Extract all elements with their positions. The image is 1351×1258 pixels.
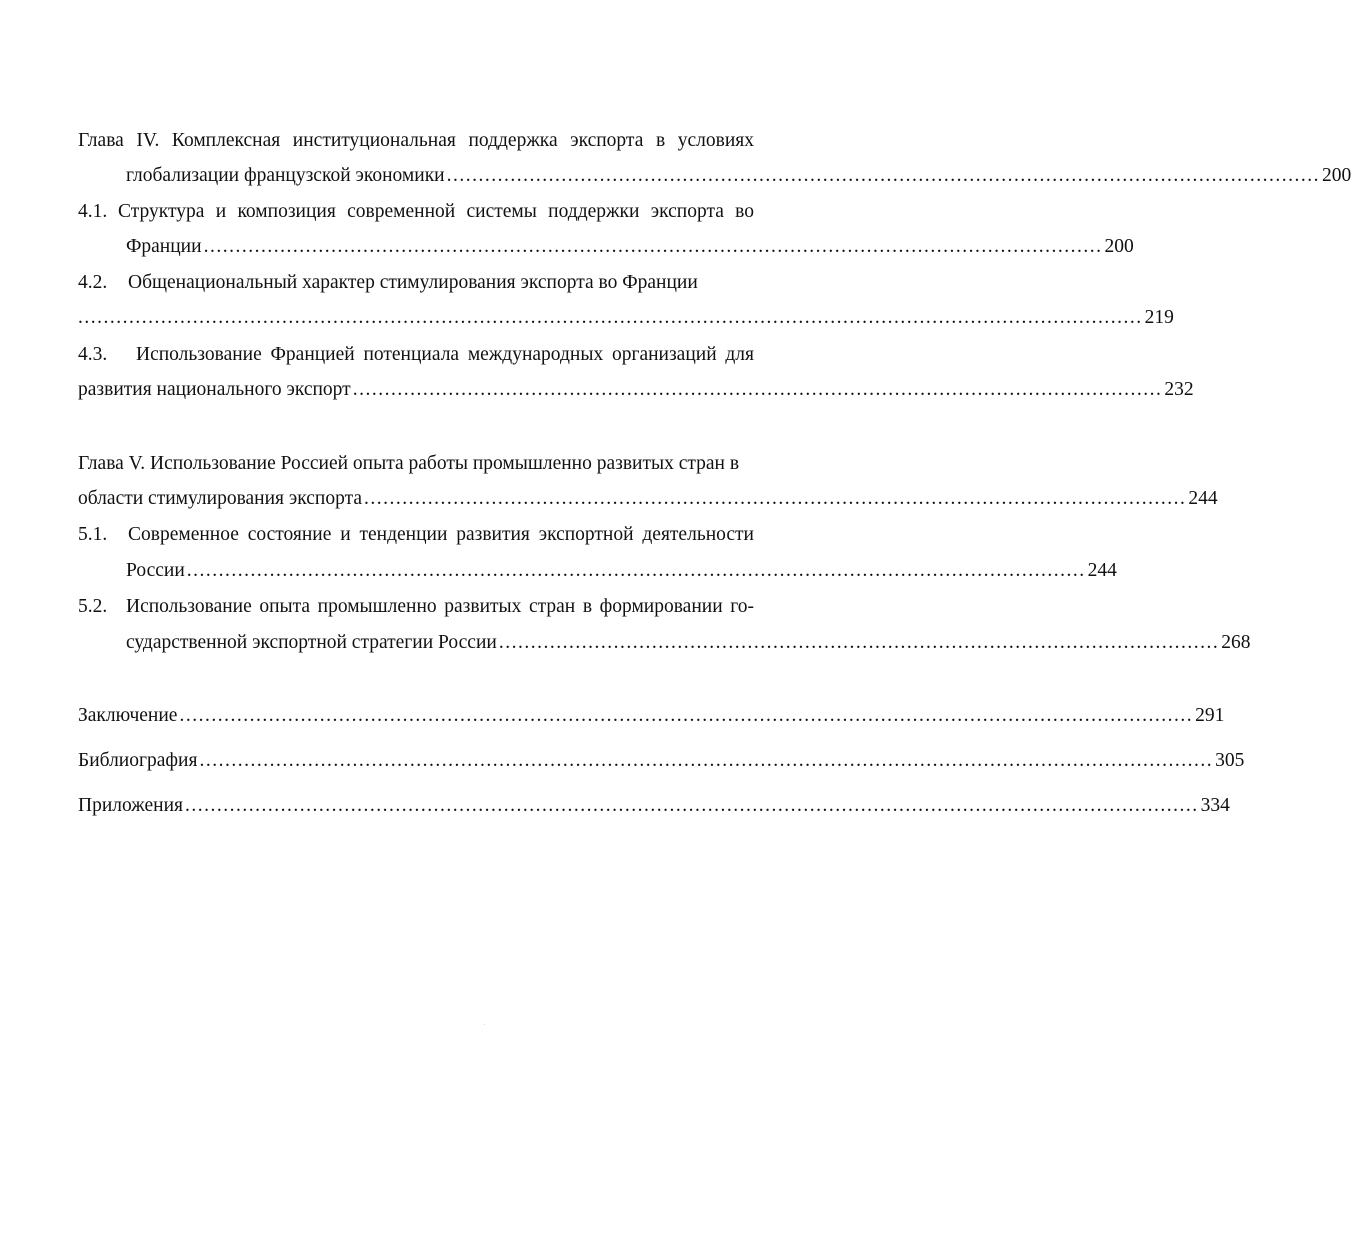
toc-entry-text: Использование Францией потенциала международных организаций для	[136, 344, 754, 365]
toc-entry-5-1-line1	[78, 521, 754, 549]
toc-entry-text: Франции	[126, 236, 202, 257]
dot-leader: .............................................................................................................................................	[186, 560, 1086, 581]
toc-entry-4-3-line1	[78, 341, 754, 369]
toc-entry-4-2-line1	[78, 269, 754, 297]
toc-entry-appendices[interactable]	[78, 792, 1230, 820]
toc-entry-text: сударственной экспортной стратегии России	[126, 632, 497, 653]
section-number: 5.1.	[78, 524, 108, 545]
toc-entry-text: Структура и композиция современной системы поддержки экспорта во	[118, 201, 754, 222]
toc-entry-text: Общенациональный характер стимулирования экспорта во Франции	[128, 272, 698, 293]
page-number: 305	[1215, 750, 1245, 771]
page-number: 232	[1164, 379, 1194, 400]
toc-entry-text: Приложения	[78, 795, 183, 816]
dot-leader: ...............................................................................................................................................................	[184, 795, 1199, 816]
page-number: 291	[1195, 705, 1225, 726]
toc-entry-5-1[interactable]	[126, 557, 1117, 585]
toc-entry-chapter-5-line1: Глава V. Использование Россией опыта работы промышленно развитых стран в	[78, 453, 740, 474]
toc-entry-text: области стимулирования экспорта	[78, 488, 362, 509]
section-number: 5.2.	[78, 596, 108, 617]
page-number: 200	[1104, 236, 1134, 257]
page-number: 244	[1087, 560, 1117, 581]
toc-entry-text: глобализации французской экономики	[126, 165, 445, 186]
toc-entry-4-1-line1	[78, 198, 754, 226]
page-number: 268	[1221, 632, 1251, 653]
dot-leader: ...............................................................................................................................	[352, 379, 1163, 400]
dot-leader: .................................................................................................................................	[364, 488, 1187, 509]
section-number: 4.1.	[78, 201, 108, 222]
toc-entry-5-2[interactable]	[126, 629, 1251, 657]
toc-entry-4-3[interactable]	[78, 376, 1194, 404]
page-number: 219	[1144, 307, 1174, 328]
page-number: 334	[1200, 795, 1230, 816]
dot-leader: ...............................................................................................................................................................	[199, 750, 1214, 771]
toc-entry-chapter-4-line1: Глава IV. Комплексная институциональная поддержка экспорта в условиях	[78, 130, 754, 151]
toc-entry-text: Заключение	[78, 705, 178, 726]
toc-entry-bibliography[interactable]	[78, 747, 1245, 775]
toc-entry-4-1[interactable]	[126, 233, 1134, 261]
toc-entry-text: России	[126, 560, 185, 581]
toc-entry-chapter-5[interactable]	[78, 485, 1218, 513]
toc-entry-4-2[interactable]	[78, 304, 1174, 332]
page-number: 244	[1188, 488, 1218, 509]
dot-leader: .........................................................................................................................................	[446, 165, 1320, 186]
section-number: 4.2.	[78, 272, 108, 293]
section-number: 4.3.	[78, 344, 108, 365]
scan-speck	[484, 1024, 485, 1025]
dot-leader: ...............................................................................................................................................................	[179, 705, 1194, 726]
toc-entry-text: Использование опыта промышленно развитых стран в формировании го-	[126, 596, 754, 617]
toc-entry-conclusion[interactable]	[78, 702, 1225, 730]
toc-entry-chapter-4[interactable]	[126, 162, 1351, 190]
toc-entry-text: Библиография	[78, 750, 198, 771]
dot-leader: .................................................................................................................	[498, 632, 1220, 653]
dot-leader: .............................................................................................................................................	[203, 236, 1103, 257]
toc-entry-text: развития национального экспорт	[78, 379, 351, 400]
toc-entry-5-2-line1	[78, 593, 754, 621]
page-number: 200	[1321, 165, 1351, 186]
dot-leader: .......................................................................................................................................................................	[78, 307, 1143, 328]
toc-entry-text: Современное состояние и тенденции развития экспортной деятельности	[128, 524, 754, 545]
